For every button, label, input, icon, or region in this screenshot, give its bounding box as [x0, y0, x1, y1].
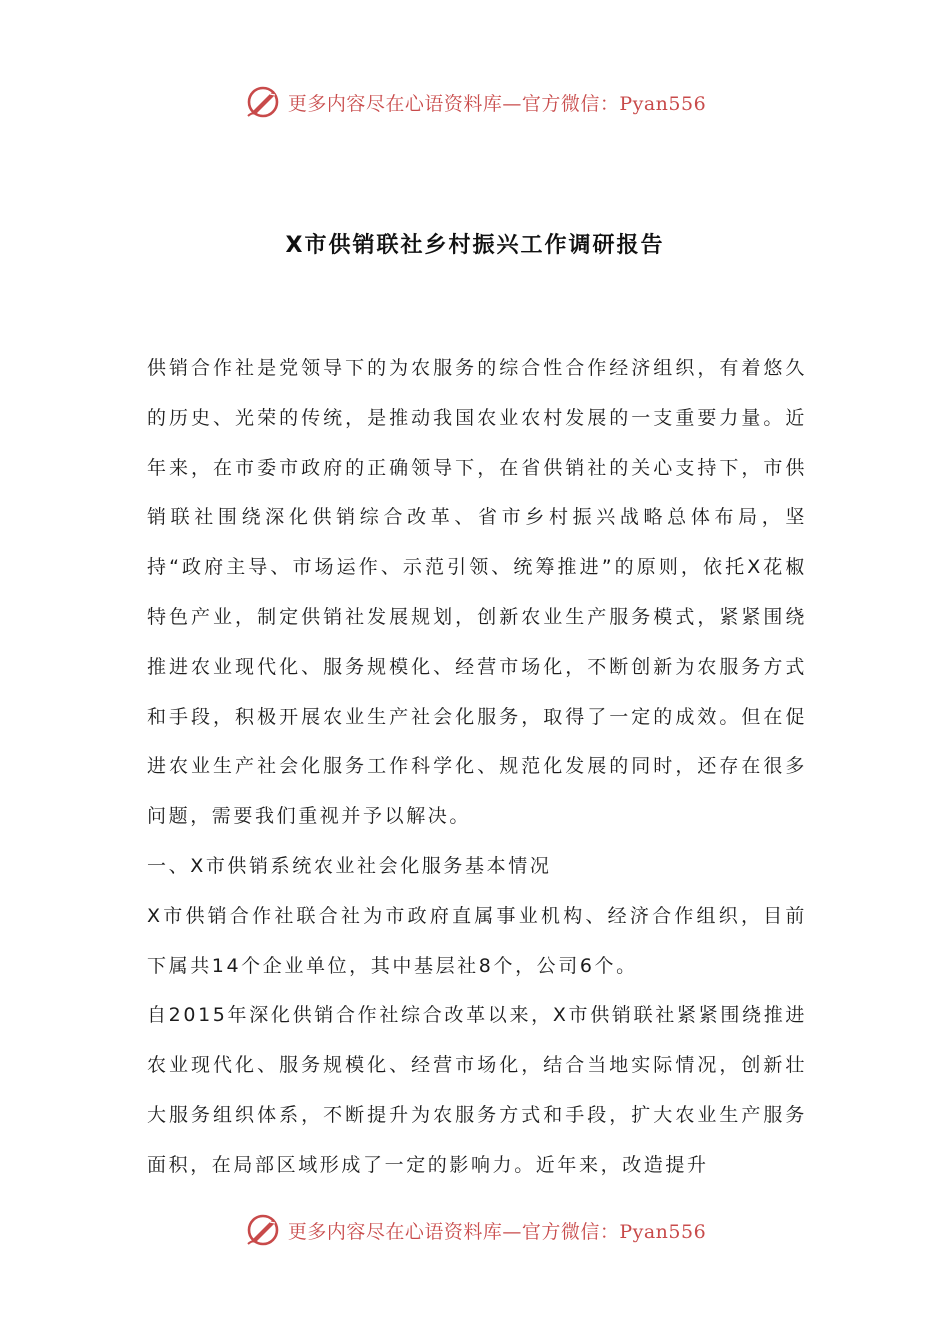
document-title: X市供销联社乡村振兴工作调研报告	[285, 233, 665, 258]
document-body	[147, 344, 807, 1191]
section-heading: 一、X市供销系统农业社会化服务基本情况	[147, 854, 552, 877]
watermark-banner-bottom	[0, 1208, 950, 1252]
intro-paragraph: 供销合作社是党领导下的为农服务的综合性合作经济组织，有着悠久的历史、光荣的传统，是推动我国农业农村发展的一支重要力量。近年来，在市委市政府的正确领导下，在省供销社的关心支持下，市供销联社围绕深化供销综合改革、省市乡村振兴战略总体布局，坚持“政府主导、市场运作、示范引领、统筹推进”的原则，依托X花椒特色产业，制定供销社发展规划，创新农业生产服务模式，紧紧围绕推进农业现代化、服务规模化、经营市场化，不断创新为农服务方式和手段，积极开展农业生产社会化服务，取得了一定的成效。但在促进农业生产社会化服务工作科学化、规范化发展的同时，还存在很多问题，需要我们重视并予以解决。	[147, 357, 807, 828]
watermark-banner-top	[0, 80, 950, 124]
pen-nib-logo-icon	[244, 82, 284, 122]
watermark-text: 更多内容尽在心语资料库—官方微信：Pyan556	[287, 92, 707, 115]
watermark-text: 更多内容尽在心语资料库—官方微信：Pyan556	[287, 1220, 707, 1243]
pen-nib-logo-icon	[244, 1210, 284, 1250]
org-overview-paragraph: X市供销合作社联合社为市政府直属事业机构、经济合作组织，目前下属共14个企业单位，其中基层社8个，公司6个。	[147, 904, 807, 977]
reform-paragraph: 自2015年深化供销合作社综合改革以来，X市供销联社紧紧围绕推进农业现代化、服务规模化、经营市场化，结合当地实际情况，创新壮大服务组织体系，不断提升为农服务方式和手段，扩大农业生产服务面积，在局部区域形成了一定的影响力。近年来，改造提升	[147, 1004, 807, 1176]
